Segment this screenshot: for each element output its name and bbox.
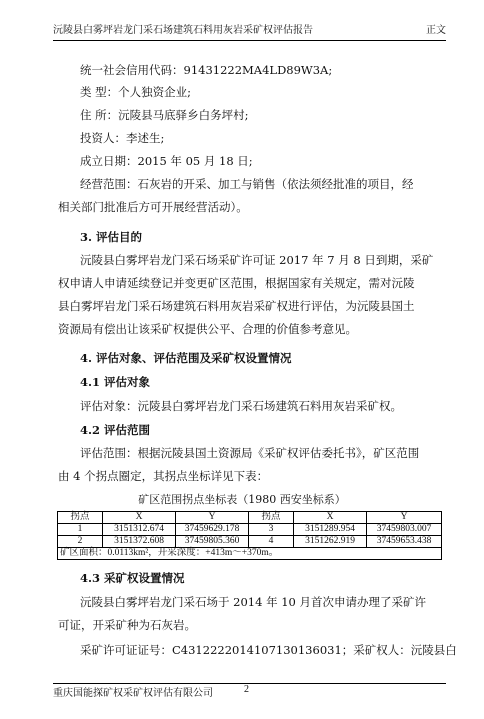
scope-paragraph-line: 由 4 个拐点圈定，其拐点坐标详见下表：	[58, 469, 269, 483]
license-number-line: 采矿许可证证号：C4312222014107130136031；采矿权人：沅陵县白	[80, 643, 457, 657]
table-cell: 3151312.674	[103, 524, 176, 536]
credit-code-line: 统一社会信用代码：91431222MA4LD89W3A;	[80, 63, 333, 77]
object-paragraph: 评估对象：沅陵县白雾坪岩龙门采石场建筑石料用灰岩采矿权。	[80, 399, 402, 413]
table-caption: 矿区范围拐点坐标表（1980 西安坐标系）	[138, 493, 346, 506]
setting-paragraph-line: 可证，开采矿种为石灰岩。	[58, 618, 196, 632]
header-rule	[53, 40, 446, 41]
table-cell: 37459653.438	[367, 536, 442, 548]
founded-date-line: 成立日期：2015 年 05 月 18 日;	[80, 154, 253, 168]
section-4-heading: 4. 评估对象、评估范围及采矿权设置情况	[80, 351, 292, 365]
investor-line: 投资人：李述生;	[80, 131, 165, 145]
address-line: 住 所：沅陵县马底驿乡白务坪村;	[80, 108, 249, 122]
table-header-cell: 拐点	[249, 512, 294, 524]
header-section-label: 正文	[426, 25, 446, 36]
page-header	[53, 24, 446, 38]
table-cell: 2	[58, 536, 103, 548]
purpose-paragraph-line: 资源局有偿出让该采矿权提供公平、合理的价值参考意见。	[58, 322, 357, 336]
table-row	[58, 524, 442, 536]
table-header-cell: X	[294, 512, 367, 524]
business-scope-line-2: 相关部门批准后方可开展经营活动）。	[58, 200, 248, 214]
footer-company: 重庆国能探矿权采矿权评估有限公司	[53, 688, 213, 699]
section-4-1-heading: 4.1 评估对象	[80, 375, 151, 389]
section-3-heading: 3. 评估目的	[80, 230, 143, 244]
setting-paragraph-line: 沅陵县白雾坪岩龙门采石场于 2014 年 10 月首次申请办理了采矿许	[80, 595, 427, 609]
table-header-cell: X	[103, 512, 176, 524]
table-header-row	[58, 512, 442, 524]
table-cell: 3151289.954	[294, 524, 367, 536]
page-footer	[53, 684, 446, 701]
table-cell: 37459629.178	[176, 524, 249, 536]
coordinates-table	[57, 511, 442, 560]
table-cell: 3	[249, 524, 294, 536]
header-title: 沅陵县白雾坪岩龙门采石场建筑石料用灰岩采矿权评估报告	[53, 25, 313, 36]
page-number: 2	[244, 684, 249, 695]
table-header-cell: Y	[367, 512, 442, 524]
business-scope-line: 经营范围：石灰岩的开采、加工与销售（依法须经批准的项目，经	[80, 177, 414, 191]
table-cell: 1	[58, 524, 103, 536]
table-cell: 37459805.360	[176, 536, 249, 548]
table-header-cell: Y	[176, 512, 249, 524]
table-cell: 37459803.007	[367, 524, 442, 536]
table-header-cell: 拐点	[58, 512, 103, 524]
purpose-paragraph-line: 权申请人申请延续登记并变更矿区范围，根据国家有关规定，需对沅陵	[58, 276, 415, 290]
type-line: 类 型：个人独资企业;	[80, 85, 192, 99]
purpose-paragraph-line: 县白雾坪岩龙门采石场建筑石料用灰岩采矿权进行评估，为沅陵县国土	[58, 299, 415, 313]
table-cell: 3151372.608	[103, 536, 176, 548]
scope-paragraph-line: 评估范围：根据沅陵县国土资源局《采矿权评估委托书》，矿区范围	[80, 446, 420, 460]
section-4-2-heading: 4.2 评估范围	[80, 423, 151, 437]
table-cell: 4	[249, 536, 294, 548]
footer-rule	[53, 683, 446, 684]
table-footer-row	[58, 548, 442, 560]
section-4-3-heading: 4.3 采矿权设置情况	[80, 571, 185, 585]
table-cell: 3151262.919	[294, 536, 367, 548]
purpose-paragraph-line: 沅陵县白雾坪岩龙门采石场采矿许可证 2017 年 7 月 8 日到期，采矿	[80, 253, 434, 267]
table-row	[58, 536, 442, 548]
table-footer-note: 矿区面积：0.0113km²，开采深度：+413m～+370m。	[58, 548, 442, 560]
